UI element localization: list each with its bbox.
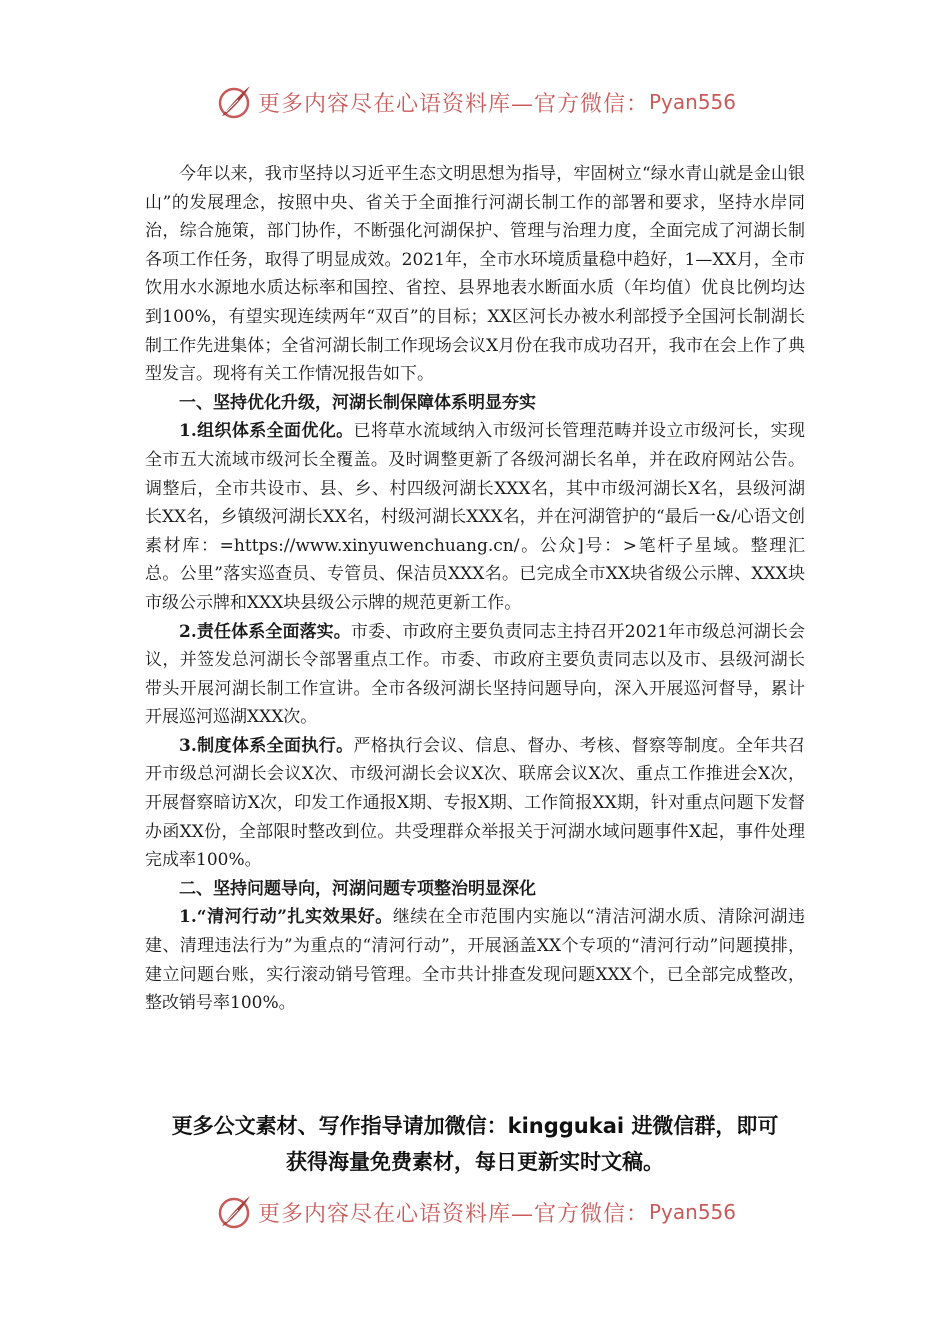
item-lead: 1.“清河行动”扎实效果好。 bbox=[179, 907, 393, 928]
item-text: 继续在全市范围内实施以“清洁河湖水质、清除河湖违建、清理违法行为”为重点的“清河行动”，开展涵盖XX个专项的“清河行动”问题摸排，建立问题台账，实行滚动销号管理。全市共计排查发现问题XXX个，已全部完成整改，整改销号率100%。 bbox=[145, 907, 805, 1014]
section-1-item-1 bbox=[145, 417, 805, 617]
section-1-item-3 bbox=[145, 732, 805, 875]
promo-block bbox=[0, 1108, 950, 1180]
item-text: 已将草水流域纳入市级河长管理范畴并设立市级河长，实现全市五大流域市级河长全覆盖。及时调整更新了各级河湖长名单，并在政府网站公告。调整后，全市共设市、县、乡、村四级河湖长XXX名，其中市级河湖长X名，县级河湖长XX名，乡镇级河湖长XX名，村级河湖长XXX名，并在河湖管护的“最后一&/心语文创素材库：=https://www.xinyuwenchuang.cn/。公众]号：>笔杆子星域。整理汇总。公里”落实巡查员、专管员、保洁员XXX名。已完成全市XX块省级公示牌、XXX块市级公示牌和XXX块县级公示牌的规范更新工作。 bbox=[145, 421, 806, 613]
section-1-heading: 一、坚持优化升级，河湖长制保障体系明显夯实 bbox=[179, 392, 536, 413]
banner-wechat-id: Pyan556 bbox=[649, 1200, 737, 1224]
item-lead: 3.制度体系全面执行。 bbox=[179, 735, 354, 756]
item-text: 市委、市政府主要负责同志主持召开2021年市级总河湖长会议，并签发总河湖长令部署重点工作。市委、市政府主要负责同志以及市、县级河湖长带头开展河湖长制工作宣讲。全市各级河湖长坚持问题导向，深入开展巡河督导，累计开展巡河巡湖XXX次。 bbox=[145, 621, 805, 728]
promo-line-1: 更多公文素材、写作指导请加微信：kinggukai 进微信群，即可 bbox=[171, 1114, 779, 1138]
banner-wechat-id: Pyan556 bbox=[649, 90, 737, 114]
quill-logo-icon bbox=[214, 1192, 254, 1232]
section-1-item-2 bbox=[145, 618, 805, 732]
promo-line-2: 获得海量免费素材，每日更新实时文稿。 bbox=[286, 1150, 664, 1174]
footer-banner bbox=[0, 1190, 950, 1234]
intro-paragraph: 今年以来，我市坚持以习近平生态文明思想为指导，牢固树立“绿水青山就是金山银山”的发展理念，按照中央、省关于全面推行河湖长制工作的部署和要求，坚持水岸同治，综合施策，部门协作，不断强化河湖保护、管理与治理力度，全面完成了河湖长制各项工作任务，取得了明显成效。2021年，全市水环境质量稳中趋好，1—XX月，全市饮用水水源地水质达标率和国控、省控、县界地表水断面水质（年均值）优良比例均达到100%，有望实现连续两年“双百”的目标；XX区河长办被水利部授予全国河长制湖长制工作先进集体；全省河湖长制工作现场会议X月份在我市成功召开，我市在会上作了典型发言。现将有关工作情况报告如下。 bbox=[145, 164, 805, 385]
header-banner bbox=[0, 80, 950, 124]
banner-text: 更多内容尽在心语资料库—官方微信： bbox=[257, 91, 649, 117]
item-lead: 1.组织体系全面优化。 bbox=[179, 421, 354, 442]
section-2-item-1 bbox=[145, 903, 805, 1017]
document-body bbox=[145, 160, 805, 1018]
banner-text: 更多内容尽在心语资料库—官方微信： bbox=[257, 1201, 649, 1227]
item-lead: 2.责任体系全面落实。 bbox=[179, 621, 351, 642]
section-2-heading: 二、坚持问题导向，河湖问题专项整治明显深化 bbox=[179, 878, 536, 899]
quill-logo-icon bbox=[214, 82, 254, 122]
item-text: 严格执行会议、信息、督办、考核、督察等制度。全年共召开市级总河湖长会议X次、市级河湖长会议X次、联席会议X次、重点工作推进会X次，开展督察暗访X次，印发工作通报X期、专报X期、工作简报XX期，针对重点问题下发督办函XX份，全部限时整改到位。共受理群众举报关于河湖水域问题事件X起，事件处理完成率100%。 bbox=[145, 735, 806, 871]
